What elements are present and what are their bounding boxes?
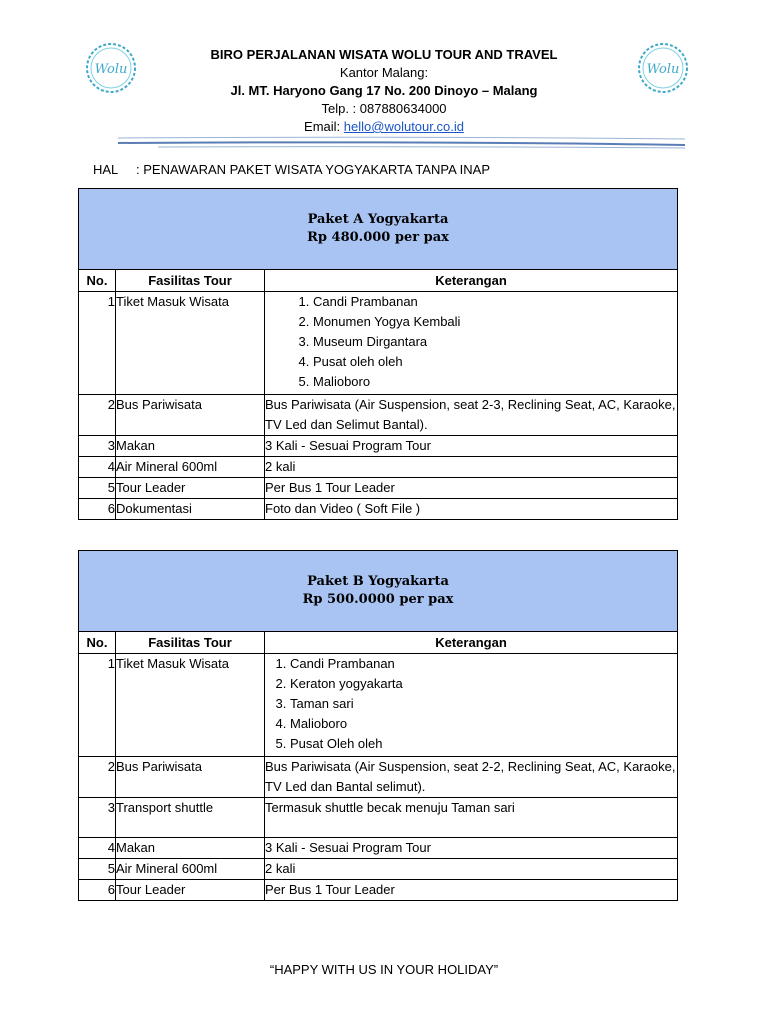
row-fasilitas: Air Mineral 600ml [116, 859, 265, 880]
table-row [79, 292, 678, 395]
table-row [79, 880, 678, 901]
row-fasilitas: Tiket Masuk Wisata [116, 654, 265, 757]
package-banner [79, 189, 678, 270]
destination-list [265, 292, 677, 394]
row-keterangan: Per Bus 1 Tour Leader [265, 880, 678, 901]
row-no: 3 [79, 798, 116, 838]
destination-list [265, 654, 677, 756]
list-item: 3. Taman sari [290, 694, 677, 714]
subject-label: HAL [93, 162, 119, 177]
package-title: Paket B Yogyakarta [307, 574, 449, 589]
table-row [79, 757, 678, 798]
row-keterangan: 3 Kali - Sesuai Program Tour [265, 436, 678, 457]
row-keterangan [265, 292, 678, 395]
phone: Telp. : 087880634000 [321, 101, 447, 116]
table-row [79, 499, 678, 520]
row-keterangan [265, 654, 678, 757]
header-divider [118, 134, 685, 150]
row-fasilitas: Makan [116, 838, 265, 859]
row-fasilitas: Tour Leader [116, 880, 265, 901]
wolu-logo [635, 40, 691, 96]
office-address: Jl. MT. Haryono Gang 17 No. 200 Dinoyo – Malang [230, 83, 538, 98]
row-no: 6 [79, 499, 116, 520]
row-fasilitas: Tiket Masuk Wisata [116, 292, 265, 395]
row-fasilitas: Tour Leader [116, 478, 265, 499]
list-item: 5. Malioboro [313, 372, 677, 392]
row-keterangan: Bus Pariwisata (Air Suspension, seat 2-3, Reclining Seat, AC, Karaoke, TV Led dan Selimut Bantal). [265, 395, 678, 436]
logo-text: Wolu [646, 62, 680, 77]
table-row [79, 838, 678, 859]
row-no: 1 [79, 654, 116, 757]
package-price: Rp 500.0000 per pax [302, 592, 454, 607]
row-keterangan: 2 kali [265, 859, 678, 880]
row-fasilitas: Makan [116, 436, 265, 457]
table-row [79, 457, 678, 478]
package-banner [79, 551, 678, 632]
row-keterangan: Foto dan Video ( Soft File ) [265, 499, 678, 520]
col-keterangan: Keterangan [265, 632, 678, 654]
col-fasilitas: Fasilitas Tour [116, 270, 265, 292]
col-no: No. [79, 632, 116, 654]
package-a-table [78, 188, 678, 520]
row-no: 5 [79, 478, 116, 499]
email-link[interactable]: hello@wolutour.co.id [343, 119, 464, 134]
table-row [79, 436, 678, 457]
footer-slogan: “HAPPY WITH US IN YOUR HOLIDAY” [269, 962, 499, 977]
list-item: 1. Candi Prambanan [290, 654, 677, 674]
row-no: 2 [79, 757, 116, 798]
row-no: 6 [79, 880, 116, 901]
subject-text: : PENAWARAN PAKET WISATA YOGYAKARTA TANPA INAP [136, 162, 490, 177]
col-keterangan: Keterangan [265, 270, 678, 292]
list-item: 4. Malioboro [290, 714, 677, 734]
list-item: 2. Keraton yogyakarta [290, 674, 677, 694]
package-price: Rp 480.000 per pax [307, 230, 449, 245]
list-item: 5. Pusat Oleh oleh [290, 734, 677, 754]
row-fasilitas: Bus Pariwisata [116, 757, 265, 798]
package-title: Paket A Yogyakarta [307, 212, 449, 227]
row-keterangan: Bus Pariwisata (Air Suspension, seat 2-2, Reclining Seat, AC, Karaoke, TV Led dan Bantal selimut). [265, 757, 678, 798]
row-no: 4 [79, 838, 116, 859]
table-row [79, 395, 678, 436]
letterhead [150, 46, 618, 136]
row-keterangan: 2 kali [265, 457, 678, 478]
col-no: No. [79, 270, 116, 292]
table-row [79, 654, 678, 757]
list-item: 2. Monumen Yogya Kembali [313, 312, 677, 332]
list-item: 4. Pusat oleh oleh [313, 352, 677, 372]
row-keterangan: Per Bus 1 Tour Leader [265, 478, 678, 499]
row-no: 3 [79, 436, 116, 457]
table-row [79, 798, 678, 838]
row-fasilitas: Transport shuttle [116, 798, 265, 838]
table-row [79, 478, 678, 499]
row-fasilitas: Dokumentasi [116, 499, 265, 520]
col-fasilitas: Fasilitas Tour [116, 632, 265, 654]
row-fasilitas: Bus Pariwisata [116, 395, 265, 436]
row-no: 2 [79, 395, 116, 436]
package-b-table [78, 550, 678, 901]
company-name: BIRO PERJALANAN WISATA WOLU TOUR AND TRAVEL [210, 47, 558, 62]
row-keterangan: Termasuk shuttle becak menuju Taman sari [265, 798, 678, 838]
logo-text: Wolu [94, 62, 128, 77]
list-item: 1. Candi Prambanan [313, 292, 677, 312]
row-no: 5 [79, 859, 116, 880]
table-row [79, 859, 678, 880]
list-item: 3. Museum Dirgantara [313, 332, 677, 352]
office-label: Kantor Malang: [339, 65, 429, 80]
row-keterangan: 3 Kali - Sesuai Program Tour [265, 838, 678, 859]
wolu-logo [83, 40, 139, 96]
email-label: Email: [304, 119, 341, 134]
row-no: 1 [79, 292, 116, 395]
row-fasilitas: Air Mineral 600ml [116, 457, 265, 478]
subject-line [93, 162, 490, 177]
row-no: 4 [79, 457, 116, 478]
